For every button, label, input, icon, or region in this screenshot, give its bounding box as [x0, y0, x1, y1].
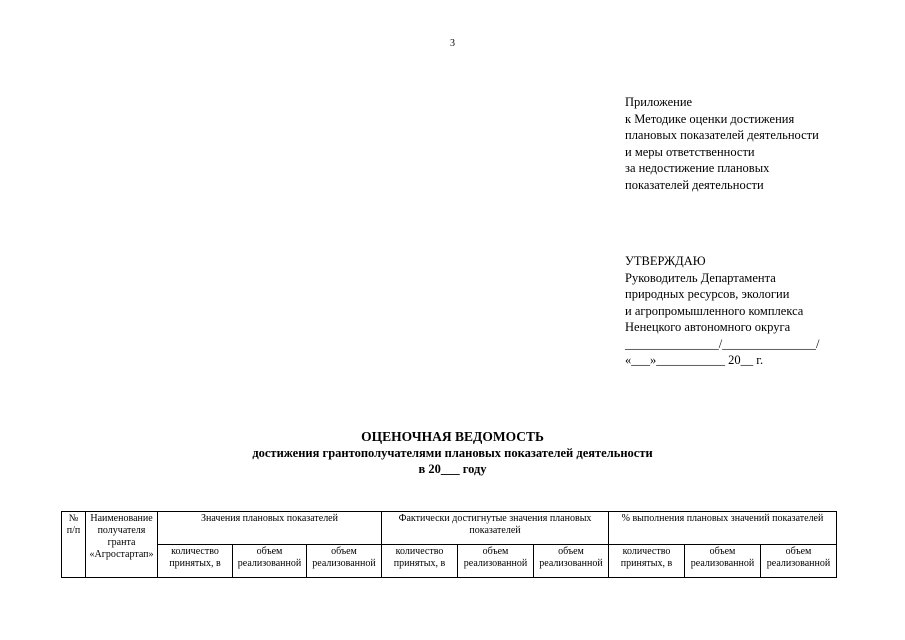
- appendix-line: плановых показателей деятельности: [625, 128, 819, 142]
- appendix-line: и меры ответственности: [625, 144, 755, 159]
- approval-line: УТВЕРЖДАЮ: [625, 254, 706, 268]
- document-year-line: в 20___ году: [418, 462, 487, 476]
- subheader-volume: объем реализованной: [534, 545, 609, 578]
- subheader-quantity: количество принятых, в: [382, 545, 458, 578]
- header-percent-completion: % выполнения плановых значений показателей: [609, 512, 837, 545]
- approval-block: [625, 253, 819, 369]
- appendix-block: [625, 94, 819, 193]
- document-subtitle: достижения грантополучателями плановых показателей деятельности: [252, 446, 653, 460]
- signature-line: _______________/_______________/: [625, 336, 820, 351]
- approval-line: Ненецкого автономного округа: [625, 320, 791, 334]
- approval-line: и агропромышленного комплекса: [625, 303, 804, 318]
- approval-line: Руководитель Департамента: [625, 270, 776, 285]
- approval-line: природных ресурсов, экологии: [625, 287, 790, 301]
- page-number: 3: [450, 38, 455, 49]
- subheader-volume: объем реализованной: [685, 545, 761, 578]
- document-title: ОЦЕНОЧНАЯ ВЕДОМОСТЬ: [361, 429, 544, 444]
- subheader-volume: объем реализованной: [233, 545, 307, 578]
- appendix-line: за недостижение плановых: [625, 161, 770, 175]
- header-number: № п/п: [62, 512, 86, 578]
- date-line: «___»___________ 20__ г.: [625, 353, 764, 367]
- subheader-volume: объем реализованной: [761, 545, 837, 578]
- document-heading: [0, 428, 905, 478]
- subheader-volume: объем реализованной: [307, 545, 382, 578]
- subheader-quantity: количество принятых, в: [158, 545, 233, 578]
- appendix-line: Приложение: [625, 95, 693, 109]
- appendix-line: к Методике оценки достижения: [625, 111, 795, 126]
- evaluation-table: [61, 511, 837, 578]
- subheader-volume: объем реализованной: [458, 545, 534, 578]
- header-planned-values: Значения плановых показателей: [158, 512, 382, 545]
- header-recipient-name: Наименование получателя гранта «Агростартап»: [86, 512, 158, 578]
- subheader-quantity: количество принятых, в: [609, 545, 685, 578]
- appendix-line: показателей деятельности: [625, 177, 764, 192]
- header-actual-values: Фактически достигнутые значения плановых показателей: [382, 512, 609, 545]
